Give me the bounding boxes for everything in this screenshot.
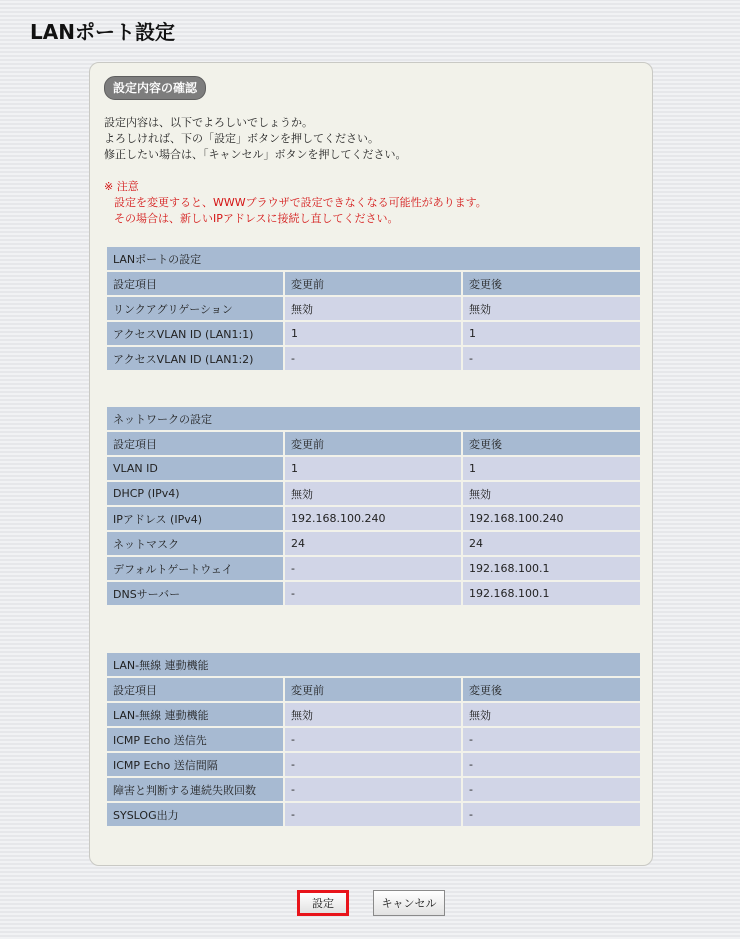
value-before: 24	[284, 531, 462, 556]
value-after: -	[462, 777, 641, 802]
table-row	[106, 556, 641, 581]
header-after: 変更後	[462, 677, 641, 702]
value-after: 1	[462, 321, 641, 346]
value-after: 無効	[462, 702, 641, 727]
header-item: 設定項目	[106, 431, 284, 456]
network-settings-table	[105, 405, 642, 607]
row-label: 障害と判断する連続失敗回数	[106, 777, 284, 802]
warning-line: 設定を変更すると、WWWブラウザで設定できなくなる可能性があります。	[114, 196, 487, 209]
panel-heading: 設定内容の確認	[104, 76, 206, 100]
value-after: 無効	[462, 296, 641, 321]
lan-port-settings-table	[105, 245, 642, 372]
confirm-panel	[89, 62, 653, 866]
row-label: DHCP (IPv4)	[106, 481, 284, 506]
table-title: LAN-無線 連動機能	[106, 652, 641, 677]
table-header-row	[106, 431, 641, 456]
value-after: 192.168.100.1	[462, 556, 641, 581]
value-before: 1	[284, 321, 462, 346]
table-row	[106, 481, 641, 506]
header-item: 設定項目	[106, 677, 284, 702]
row-label: DNSサーバー	[106, 581, 284, 606]
intro-line: 修正したい場合は、「キャンセル」ボタンを押してください。	[104, 148, 407, 161]
value-before: 1	[284, 456, 462, 481]
value-after: -	[462, 802, 641, 827]
value-before: 無効	[284, 702, 462, 727]
table-row	[106, 802, 641, 827]
warning-line: その場合は、新しいIPアドレスに接続し直してください。	[114, 212, 399, 225]
row-label: ICMP Echo 送信間隔	[106, 752, 284, 777]
value-after: 192.168.100.1	[462, 581, 641, 606]
table-row	[106, 346, 641, 371]
lan-wireless-link-table	[105, 651, 642, 828]
value-before: 無効	[284, 296, 462, 321]
value-after: 192.168.100.240	[462, 506, 641, 531]
value-after: -	[462, 727, 641, 752]
row-label: ICMP Echo 送信先	[106, 727, 284, 752]
row-label: LAN-無線 連動機能	[106, 702, 284, 727]
row-label: SYSLOG出力	[106, 802, 284, 827]
table-row	[106, 506, 641, 531]
value-after: -	[462, 752, 641, 777]
value-before: 192.168.100.240	[284, 506, 462, 531]
set-button[interactable]: 設定	[297, 890, 349, 916]
table-title: LANポートの設定	[106, 246, 641, 271]
value-after: 24	[462, 531, 641, 556]
cancel-button[interactable]: キャンセル	[373, 890, 445, 916]
table-row	[106, 752, 641, 777]
row-label: IPアドレス (IPv4)	[106, 506, 284, 531]
table-row	[106, 777, 641, 802]
value-before: -	[284, 556, 462, 581]
header-before: 変更前	[284, 677, 462, 702]
table-header-row	[106, 271, 641, 296]
value-after: -	[462, 346, 641, 371]
row-label: デフォルトゲートウェイ	[106, 556, 284, 581]
table-row	[106, 296, 641, 321]
value-after: 無効	[462, 481, 641, 506]
header-item: 設定項目	[106, 271, 284, 296]
row-label: アクセスVLAN ID (LAN1:2)	[106, 346, 284, 371]
value-before: -	[284, 727, 462, 752]
header-before: 変更前	[284, 271, 462, 296]
value-before: -	[284, 346, 462, 371]
table-header-row	[106, 677, 641, 702]
value-before: 無効	[284, 481, 462, 506]
table-row	[106, 531, 641, 556]
value-before: -	[284, 752, 462, 777]
value-before: -	[284, 802, 462, 827]
intro-text	[104, 115, 407, 163]
header-before: 変更前	[284, 431, 462, 456]
header-after: 変更後	[462, 271, 641, 296]
table-row	[106, 702, 641, 727]
page-title: LANポート設定	[30, 20, 175, 44]
warning-text	[104, 179, 487, 227]
value-before: -	[284, 777, 462, 802]
intro-line: 設定内容は、以下でよろしいでしょうか。	[104, 116, 313, 129]
row-label: リンクアグリゲーション	[106, 296, 284, 321]
warning-title: ※ 注意	[104, 180, 139, 193]
header-after: 変更後	[462, 431, 641, 456]
intro-line: よろしければ、下の「設定」ボタンを押してください。	[104, 132, 379, 145]
table-row	[106, 456, 641, 481]
row-label: VLAN ID	[106, 456, 284, 481]
value-before: -	[284, 581, 462, 606]
table-row	[106, 727, 641, 752]
row-label: アクセスVLAN ID (LAN1:1)	[106, 321, 284, 346]
table-row	[106, 321, 641, 346]
table-row	[106, 581, 641, 606]
table-title: ネットワークの設定	[106, 406, 641, 431]
value-after: 1	[462, 456, 641, 481]
row-label: ネットマスク	[106, 531, 284, 556]
